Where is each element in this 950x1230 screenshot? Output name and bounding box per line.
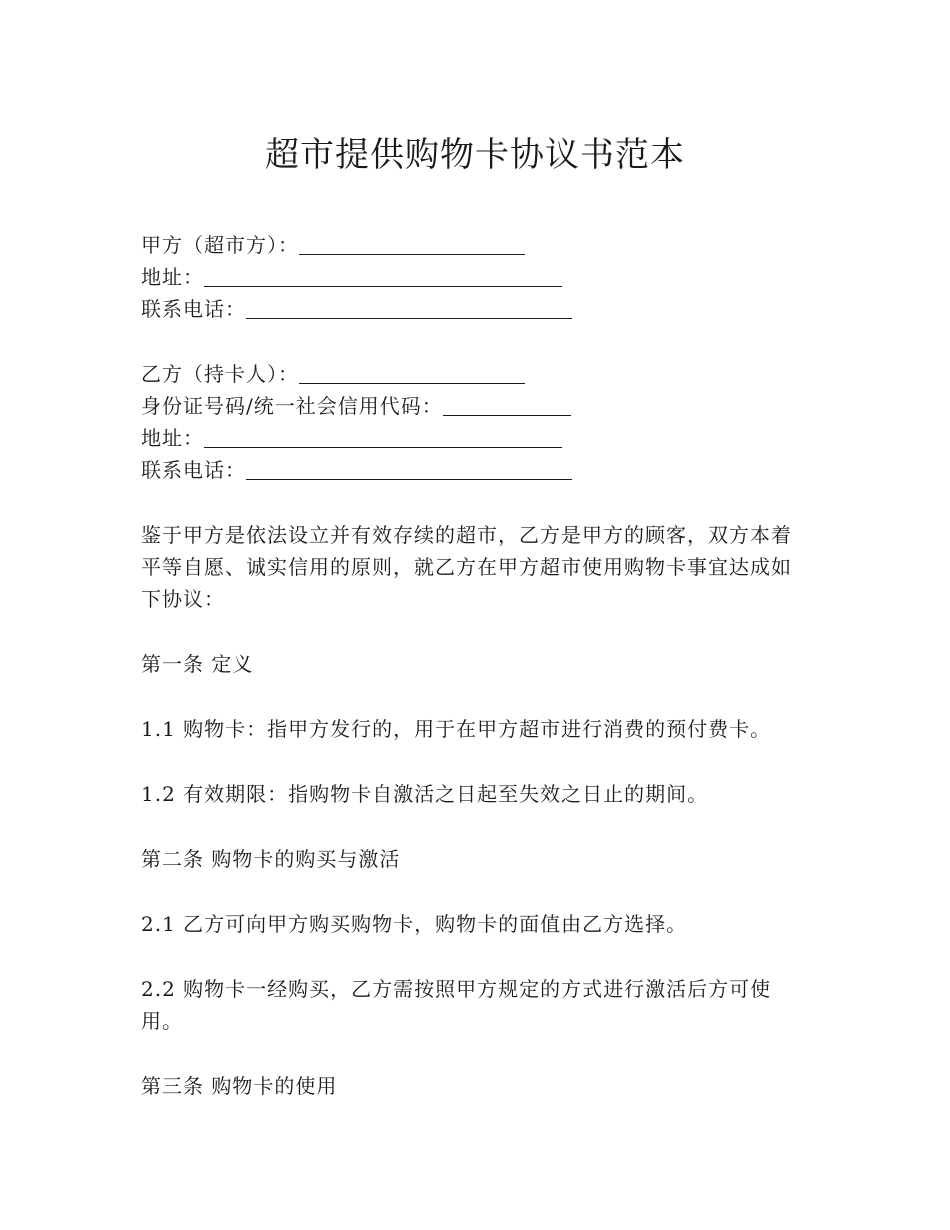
party-a-address-line xyxy=(141,261,562,293)
party-a-phone-label: 联系电话： xyxy=(141,297,246,321)
party-b-id-blank xyxy=(443,393,571,416)
party-b-id-line xyxy=(141,390,571,422)
party-a-name-blank xyxy=(299,232,525,255)
party-b-address-label: 地址： xyxy=(141,426,204,450)
article-2-heading: 第二条 购物卡的购买与激活 xyxy=(141,847,401,871)
party-b-phone-label: 联系电话： xyxy=(141,458,246,482)
party-a-name-line xyxy=(141,229,525,261)
clause-1-1: 1.1 购物卡：指甲方发行的，用于在甲方超市进行消费的预付费卡。 xyxy=(141,717,772,741)
party-a-address-blank xyxy=(204,264,562,287)
party-b-name-label: 乙方（持卡人）： xyxy=(141,362,299,386)
clause-2-2: 2.2 购物卡一经购买，乙方需按照甲方规定的方式进行激活后方可使用。 xyxy=(141,977,772,1033)
document-title: 超市提供购物卡协议书范本 xyxy=(265,135,685,175)
party-a-phone-blank xyxy=(246,296,572,319)
party-a-phone-line xyxy=(141,293,572,325)
party-b-id-label: 身份证号码/统一社会信用代码： xyxy=(141,394,443,418)
clause-1-2: 1.2 有效期限：指购物卡自激活之日起至失效之日止的期间。 xyxy=(141,782,709,806)
party-a-address-label: 地址： xyxy=(141,265,204,289)
preamble-paragraph: 鉴于甲方是依法设立并有效存续的超市，乙方是甲方的顾客，双方本着平等自愿、诚实信用的原则，就乙方在甲方超市使用购物卡事宜达成如下协议： xyxy=(141,523,792,611)
party-b-address-line xyxy=(141,422,562,454)
party-a-name-label: 甲方（超市方）： xyxy=(141,233,299,257)
clause-2-1: 2.1 乙方可向甲方购买购物卡，购物卡的面值由乙方选择。 xyxy=(141,912,688,936)
article-3-heading: 第三条 购物卡的使用 xyxy=(141,1074,338,1098)
article-1-heading: 第一条 定义 xyxy=(141,652,254,676)
party-b-name-blank xyxy=(299,361,525,384)
party-b-phone-line xyxy=(141,454,572,486)
party-b-phone-blank xyxy=(246,457,572,480)
party-b-address-blank xyxy=(204,425,562,448)
party-b-name-line xyxy=(141,358,525,390)
